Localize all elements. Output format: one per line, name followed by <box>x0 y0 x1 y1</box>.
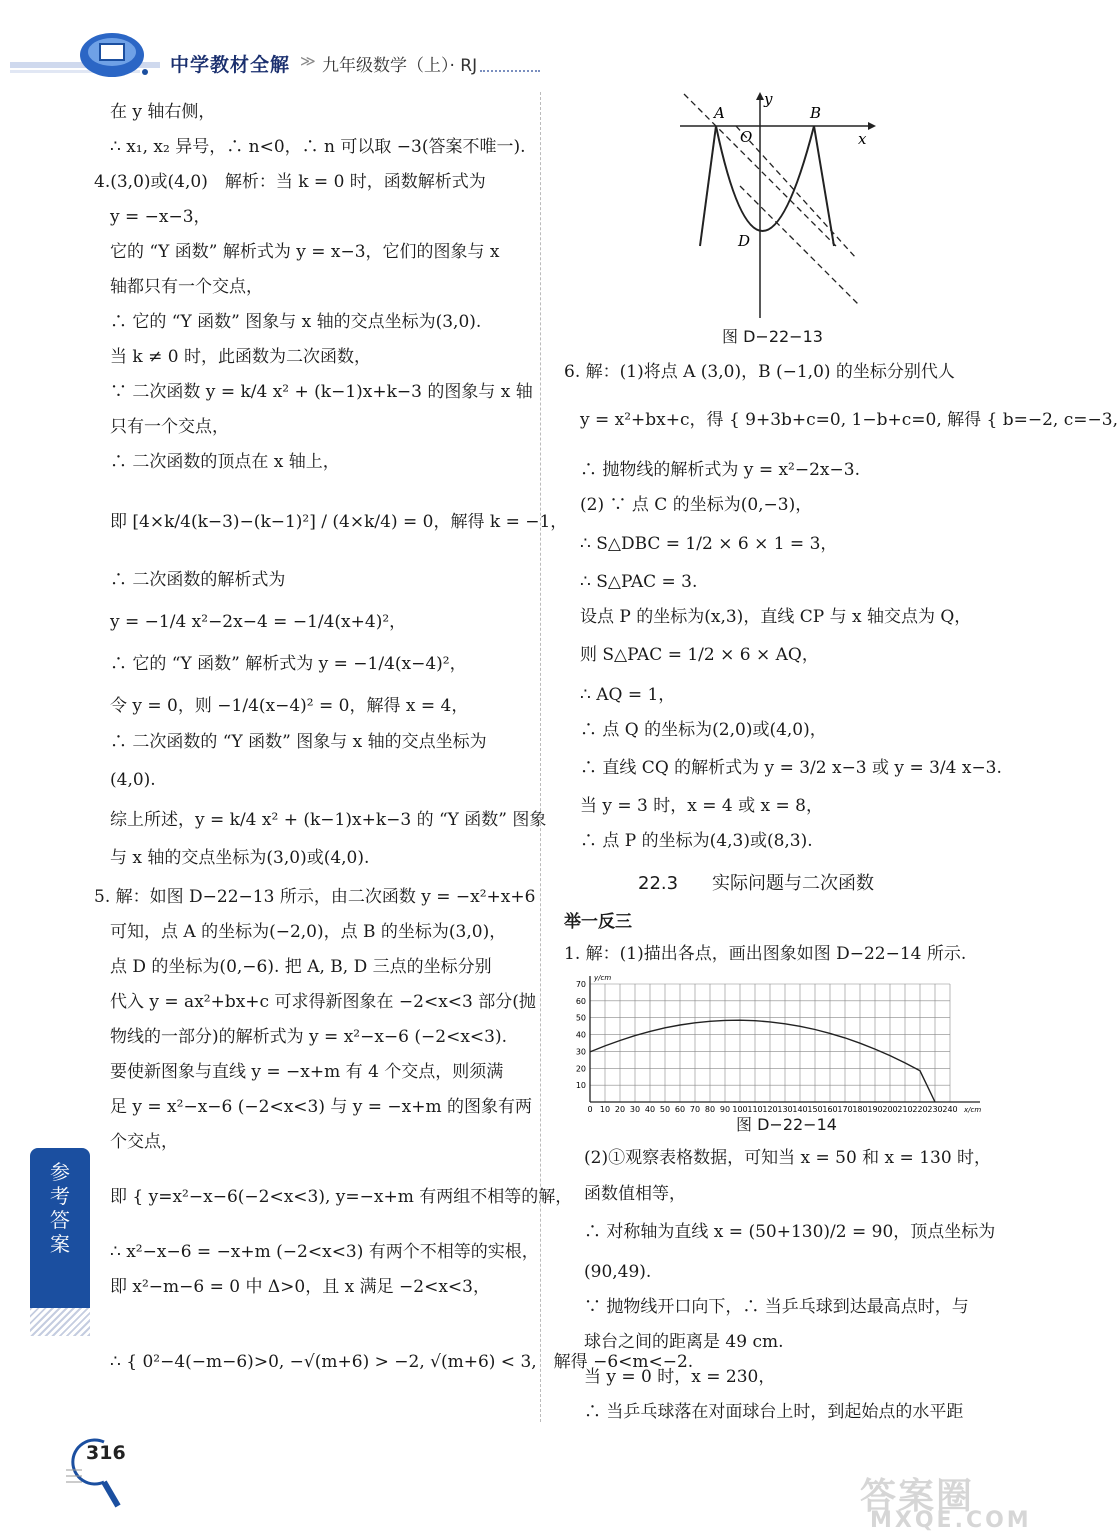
text-line: ∴ 抛物线的解析式为 y = x²−2x−3. <box>580 460 860 480</box>
label-d: D <box>738 232 751 250</box>
x-tick-label: 110 <box>747 1105 763 1114</box>
text-line: ∴ 点 Q 的坐标为(2,0)或(4,0)， <box>580 720 827 740</box>
section-title: 实际问题与二次函数 <box>712 873 874 894</box>
x-tick-label: 120 <box>762 1105 778 1114</box>
x-tick-label: 40 <box>644 1105 656 1114</box>
text-line: 函数值相等， <box>584 1184 686 1204</box>
text-line: 点 D 的坐标为(0,−6). 把 A, B, D 三点的坐标分别 <box>110 957 492 977</box>
y-tick-label: 30 <box>575 1047 586 1057</box>
text-line: 它的 “Y 函数” 解析式为 y = x−3，它们的图象与 x <box>110 242 500 262</box>
text-line: 即 x²−m−6 = 0 中 Δ>0，且 x 满足 −2<x<3， <box>110 1277 490 1297</box>
y-tick-label: 20 <box>575 1064 586 1074</box>
y-tick-label: 70 <box>575 980 586 989</box>
text-line: 5. 解：如图 D−22−13 所示，由二次函数 y = −x²+x+6 <box>94 887 536 907</box>
y-tick-label: 60 <box>575 996 586 1006</box>
figure-caption: 图 D−22−13 <box>722 327 823 346</box>
x-tick-label: 90 <box>719 1105 731 1114</box>
x-tick-label: 160 <box>822 1105 838 1114</box>
text-line: ∴ x₁, x₂ 异号，∴ n<0，∴ n 可以取 −3(答案不唯一). <box>110 137 526 157</box>
x-tick-label: 140 <box>792 1105 808 1114</box>
x-tick-label: 100 <box>732 1105 748 1114</box>
label-a: A <box>714 104 725 122</box>
text-line: 只有一个交点， <box>110 417 229 437</box>
header-divider <box>480 70 540 72</box>
text-line: 球台之间的距离是 49 cm. <box>584 1332 784 1352</box>
y-tick-label: 50 <box>575 1013 586 1023</box>
x-tick-label: 60 <box>674 1105 686 1114</box>
text-line: ∴ AQ = 1， <box>580 685 676 705</box>
text-line: ∴ 二次函数的 “Y 函数” 图象与 x 轴的交点坐标为 <box>110 732 487 752</box>
book-title: 中学教材全解 <box>170 54 291 76</box>
text-line: 物线的一部分)的解析式为 y = x²−x−6 (−2<x<3). <box>110 1027 508 1047</box>
text-line: ∴ 点 P 的坐标为(4,3)或(8,3). <box>580 831 813 851</box>
text-line: 要使新图象与直线 y = −x+m 有 4 个交点，则须满 <box>110 1062 504 1082</box>
text-line: 6. 解：(1)将点 A (3,0)，B (−1,0) 的坐标分别代人 <box>564 362 955 382</box>
x-tick-label: 170 <box>837 1105 853 1114</box>
subheading: 举一反三 <box>564 912 632 932</box>
header-arrow: ≫ <box>300 52 316 70</box>
text-line: y = −x−3， <box>110 207 211 227</box>
x-tick-label: 10 <box>599 1105 611 1114</box>
x-tick-label: 70 <box>689 1105 701 1114</box>
book-logo-icon <box>0 0 170 84</box>
text-line: (90,49). <box>584 1262 652 1282</box>
text-line: 代入 y = ax²+bx+c 可求得新图象在 −2<x<3 部分(抛 <box>110 992 536 1012</box>
figure-d-22-14-chart <box>562 970 1002 1122</box>
text-line: ∵ 抛物线开口向下，∴ 当乒乓球到达最高点时，与 <box>584 1297 969 1317</box>
text-line: ∴ 直线 CQ 的解析式为 y = 3/2 x−3 或 y = 3/4 x−3. <box>580 758 1002 778</box>
text-line: ∴ S△PAC = 3. <box>580 572 698 592</box>
text-line: (2) ∵ 点 C 的坐标为(0,−3)， <box>580 495 813 515</box>
x-tick-label: 210 <box>897 1105 913 1114</box>
text-line: 即 [4×k/4(k−3)−(k−1)²] / (4×k/4) = 0，解得 k = −1， <box>110 512 568 532</box>
text-line: 当 y = 0 时，x = 230， <box>584 1367 776 1387</box>
text-line: y = x²+bx+c，得 { 9+3b+c=0, 1−b+c=0, 解得 { b=−2, c=−3, <box>580 410 1118 430</box>
text-line: 4.(3,0)或(4,0) 解析：当 k = 0 时，函数解析式为 <box>94 172 486 192</box>
text-line: ∴ 当乒乓球落在对面球台上时，到起始点的水平距 <box>584 1402 964 1422</box>
x-tick-label: 200 <box>882 1105 898 1114</box>
text-line: ∴ x²−x−6 = −x+m (−2<x<3) 有两个不相等的实根， <box>110 1242 539 1262</box>
x-tick-label: 230 <box>927 1105 943 1114</box>
text-line: ∴ 它的 “Y 函数” 图象与 x 轴的交点坐标为(3,0). <box>110 312 482 332</box>
x-tick-label: 240 <box>942 1105 958 1114</box>
right-column-lower <box>540 1142 1020 1432</box>
text-line: 可知，点 A 的坐标为(−2,0)，点 B 的坐标为(3,0)， <box>110 922 507 942</box>
text-line: (4,0). <box>110 770 156 790</box>
text-line: ∴ 二次函数的顶点在 x 轴上， <box>110 452 340 472</box>
side-tab-answers[interactable] <box>30 1148 90 1308</box>
x-tick-label: 50 <box>659 1105 671 1114</box>
x-axis-label: x/cm <box>964 1106 982 1114</box>
x-tick-label: 20 <box>614 1105 626 1114</box>
x-tick-label: 180 <box>852 1105 868 1114</box>
y-tick-label: 40 <box>575 1030 586 1040</box>
text-line: ∵ 二次函数 y = k/4 x² + (k−1)x+k−3 的图象与 x 轴 <box>110 382 533 402</box>
x-tick-label: 130 <box>777 1105 793 1114</box>
text-line: 轴都只有一个交点， <box>110 277 263 297</box>
text-line: ∴ 对称轴为直线 x = (50+130)/2 = 90，顶点坐标为 <box>584 1222 996 1242</box>
text-line: 在 y 轴右侧， <box>110 102 216 122</box>
y-tick-label: 10 <box>575 1081 586 1091</box>
watermark-logo: 答案圈 <box>860 1476 975 1517</box>
x-tick-label: 150 <box>807 1105 823 1114</box>
text-line: 与 x 轴的交点坐标为(3,0)或(4,0). <box>110 848 370 868</box>
x-tick-label: 190 <box>867 1105 883 1114</box>
watermark-url: MXQE.COM <box>870 1508 1032 1533</box>
x-tick-label: 220 <box>912 1105 928 1114</box>
text-line: (2)①观察表格数据，可知当 x = 50 和 x = 130 时， <box>584 1148 992 1168</box>
side-tab-label: 参考答案 <box>50 1160 70 1256</box>
text-line: y = −1/4 x²−2x−4 = −1/4(x+4)²， <box>110 612 407 632</box>
text-line: 设点 P 的坐标为(x,3)，直线 CP 与 x 轴交点为 Q， <box>580 607 972 627</box>
series-line <box>590 1020 935 1102</box>
x-tick-label: 0 <box>587 1105 593 1114</box>
text-line: 足 y = x²−x−6 (−2<x<3) 与 y = −x+m 的图象有两 <box>110 1097 533 1117</box>
x-tick-label: 30 <box>629 1105 641 1114</box>
chart-caption: 图 D−22−14 <box>736 1115 837 1134</box>
text-line: 则 S△PAC = 1/2 × 6 × AQ， <box>580 645 819 665</box>
text-line: 个交点， <box>110 1132 178 1152</box>
text-line: 令 y = 0，则 −1/4(x−4)² = 0，解得 x = 4， <box>110 696 469 716</box>
x-tick-label: 80 <box>704 1105 716 1114</box>
book-subtitle: 九年级数学（上）· RJ <box>322 56 478 76</box>
text-line: 1. 解：(1)描出各点，画出图象如图 D−22−14 所示. <box>564 944 967 964</box>
y-axis-label: y/cm <box>594 974 612 982</box>
label-x: x <box>858 130 867 148</box>
text-line: ∴ 二次函数的解析式为 <box>110 570 286 590</box>
side-tab-pattern <box>30 1308 90 1336</box>
text-line: 综上所述，y = k/4 x² + (k−1)x+k−3 的 “Y 函数” 图象 <box>110 810 547 830</box>
text-line: ∴ { 0²−4(−m−6)>0, −√(m+6) > −2, √(m+6) < 3, 解得 −6<m<−2. <box>110 1352 694 1372</box>
text-line: ∴ 它的 “Y 函数” 解析式为 y = −1/4(x−4)²， <box>110 654 467 674</box>
text-line: ∴ S△DBC = 1/2 × 6 × 1 = 3， <box>580 534 838 554</box>
label-b: B <box>810 104 822 122</box>
page-number: 316 <box>86 1442 126 1464</box>
page-header <box>0 0 1032 84</box>
section-number: 22.3 <box>638 873 679 894</box>
label-o: O <box>740 128 753 146</box>
text-line: 即 { y=x²−x−6(−2<x<3), y=−x+m 有两组不相等的解， <box>110 1187 573 1207</box>
text-line: 当 k ≠ 0 时，此函数为二次函数， <box>110 347 371 367</box>
label-y: y <box>764 90 773 108</box>
text-line: 当 y = 3 时，x = 4 或 x = 8， <box>580 796 823 816</box>
